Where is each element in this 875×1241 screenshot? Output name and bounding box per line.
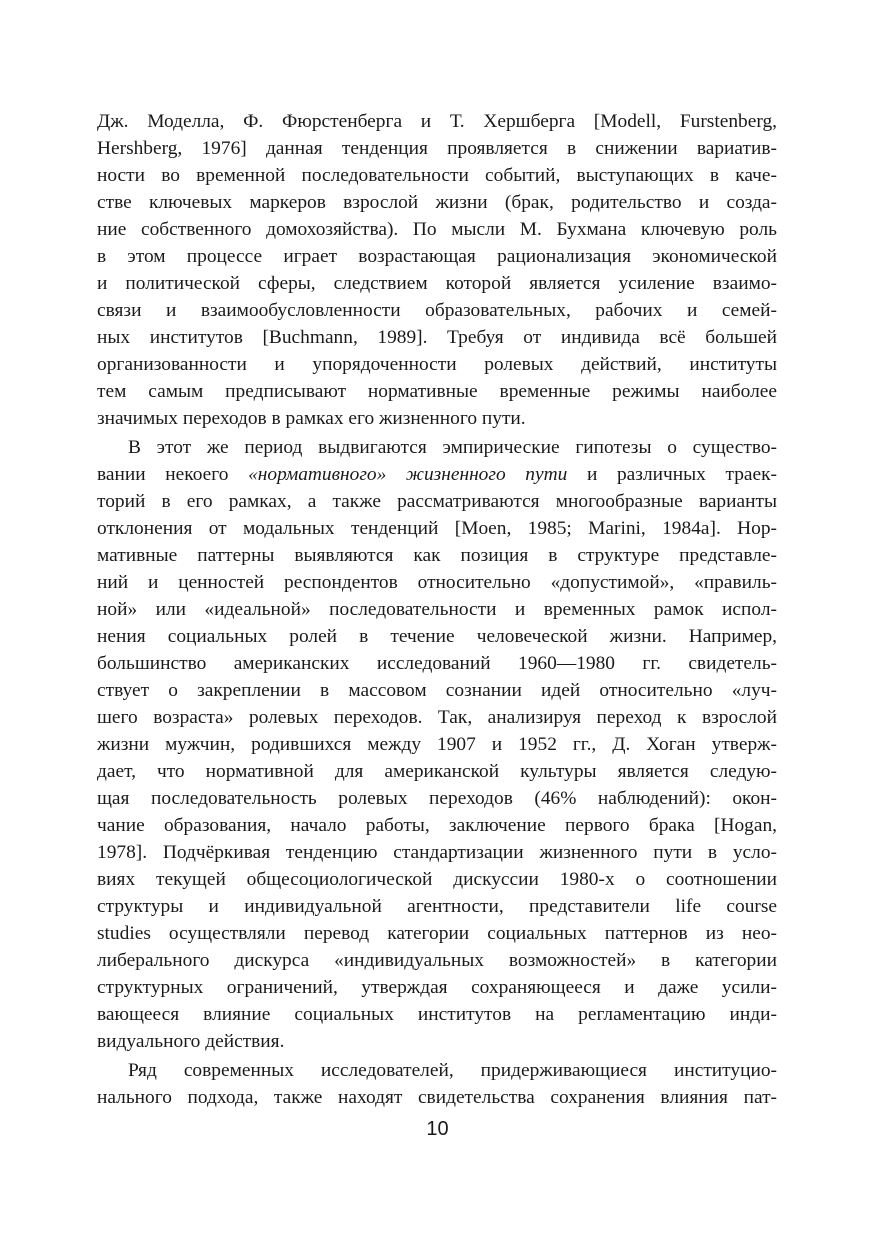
text-line: организованности и упорядоченности ролевых действий, институты bbox=[97, 354, 777, 375]
text-line: вающееся влияние социальных институтов на регламентацию инди- bbox=[97, 1004, 777, 1025]
text-line: ности во временной последовательности событий, выступающих в каче- bbox=[97, 165, 777, 186]
text-line: отклонения от модальных тенденций [Moen, 1985; Marini, 1984a]. Нор- bbox=[97, 518, 777, 539]
text-line: стве ключевых маркеров взрослой жизни (брак, родительство и созда- bbox=[97, 192, 777, 213]
text-line: ствует о закреплении в массовом сознании идей относительно «луч- bbox=[97, 680, 777, 701]
text-fragment: вании некоего bbox=[97, 464, 249, 485]
text-line: в этом процессе играет возрастающая рационализация экономической bbox=[97, 246, 777, 267]
text-line: чание образования, начало работы, заключение первого брака [Hogan, bbox=[97, 815, 777, 836]
text-line: Дж. Моделла, Ф. Фюрстенберга и Т. Хершберга [Modell, Furstenberg, bbox=[97, 111, 777, 132]
text-line: видуального действия. bbox=[97, 1031, 285, 1052]
text-line: нального подхода, также находят свидетельства сохранения влияния пат- bbox=[97, 1087, 777, 1108]
emphasis-text: «нормативного» жизненного пути bbox=[248, 464, 568, 485]
text-line: структурных ограничений, утверждая сохраняющееся и даже усили- bbox=[97, 977, 777, 998]
text-line-with-emphasis bbox=[97, 461, 777, 488]
text-line: и политической сферы, следствием которой является усиление взаимо- bbox=[97, 273, 777, 294]
text-line: ний и ценностей респондентов относительно «допустимой», «правиль- bbox=[97, 572, 777, 593]
text-line: мативные паттерны выявляются как позиция в структуре представле- bbox=[97, 545, 777, 566]
page-number: 10 bbox=[426, 1118, 449, 1140]
text-line: 1978]. Подчёркивая тенденцию стандартизации жизненного пути в усло- bbox=[97, 842, 777, 863]
text-line: ных институтов [Buchmann, 1989]. Требуя от индивида всё большей bbox=[97, 327, 777, 348]
paragraph-first-line: Ряд современных исследователей, придерживающиеся институцио- bbox=[128, 1060, 777, 1081]
text-line: жизни мужчин, родившихся между 1907 и 1952 гг., Д. Хоган утверж- bbox=[97, 734, 777, 755]
text-fragment: и различных траек- bbox=[567, 464, 777, 485]
text-line: щая последовательность ролевых переходов (46% наблюдений): окон- bbox=[97, 788, 777, 809]
text-line: шего возраста» ролевых переходов. Так, анализируя переход к взрослой bbox=[97, 707, 777, 728]
text-line: тем самым предписывают нормативные временные режимы наиболее bbox=[97, 381, 777, 402]
text-line: виях текущей общесоциологической дискуссии 1980-х о соотношении bbox=[97, 869, 777, 890]
text-line: структуры и индивидуальной агентности, представители life course bbox=[97, 896, 777, 917]
text-line: либерального дискурса «индивидуальных возможностей» в категории bbox=[97, 950, 777, 971]
text-line: большинство американских исследований 1960—1980 гг. свидетель- bbox=[97, 653, 777, 674]
text-line: нения социальных ролей в течение человеческой жизни. Например, bbox=[97, 626, 777, 647]
text-line: торий в его рамках, а также рассматриваются многообразные варианты bbox=[97, 491, 777, 512]
text-line: значимых переходов в рамках его жизненного пути. bbox=[97, 408, 526, 429]
text-line: Hershberg, 1976] данная тенденция проявляется в снижении вариатив- bbox=[97, 138, 777, 159]
text-line: связи и взаимообусловленности образовательных, рабочих и семей- bbox=[97, 300, 777, 321]
text-line: дает, что нормативной для американской культуры является следую- bbox=[97, 761, 777, 782]
text-line: ной» или «идеальной» последовательности и временных рамок испол- bbox=[97, 599, 777, 620]
text-line: ние собственного домохозяйства). По мысли М. Бухмана ключевую роль bbox=[97, 219, 777, 240]
paragraph-first-line: В этот же период выдвигаются эмпирические гипотезы о существо- bbox=[128, 437, 777, 458]
text-line: studies осуществляли перевод категории социальных паттернов из нео- bbox=[97, 923, 777, 944]
